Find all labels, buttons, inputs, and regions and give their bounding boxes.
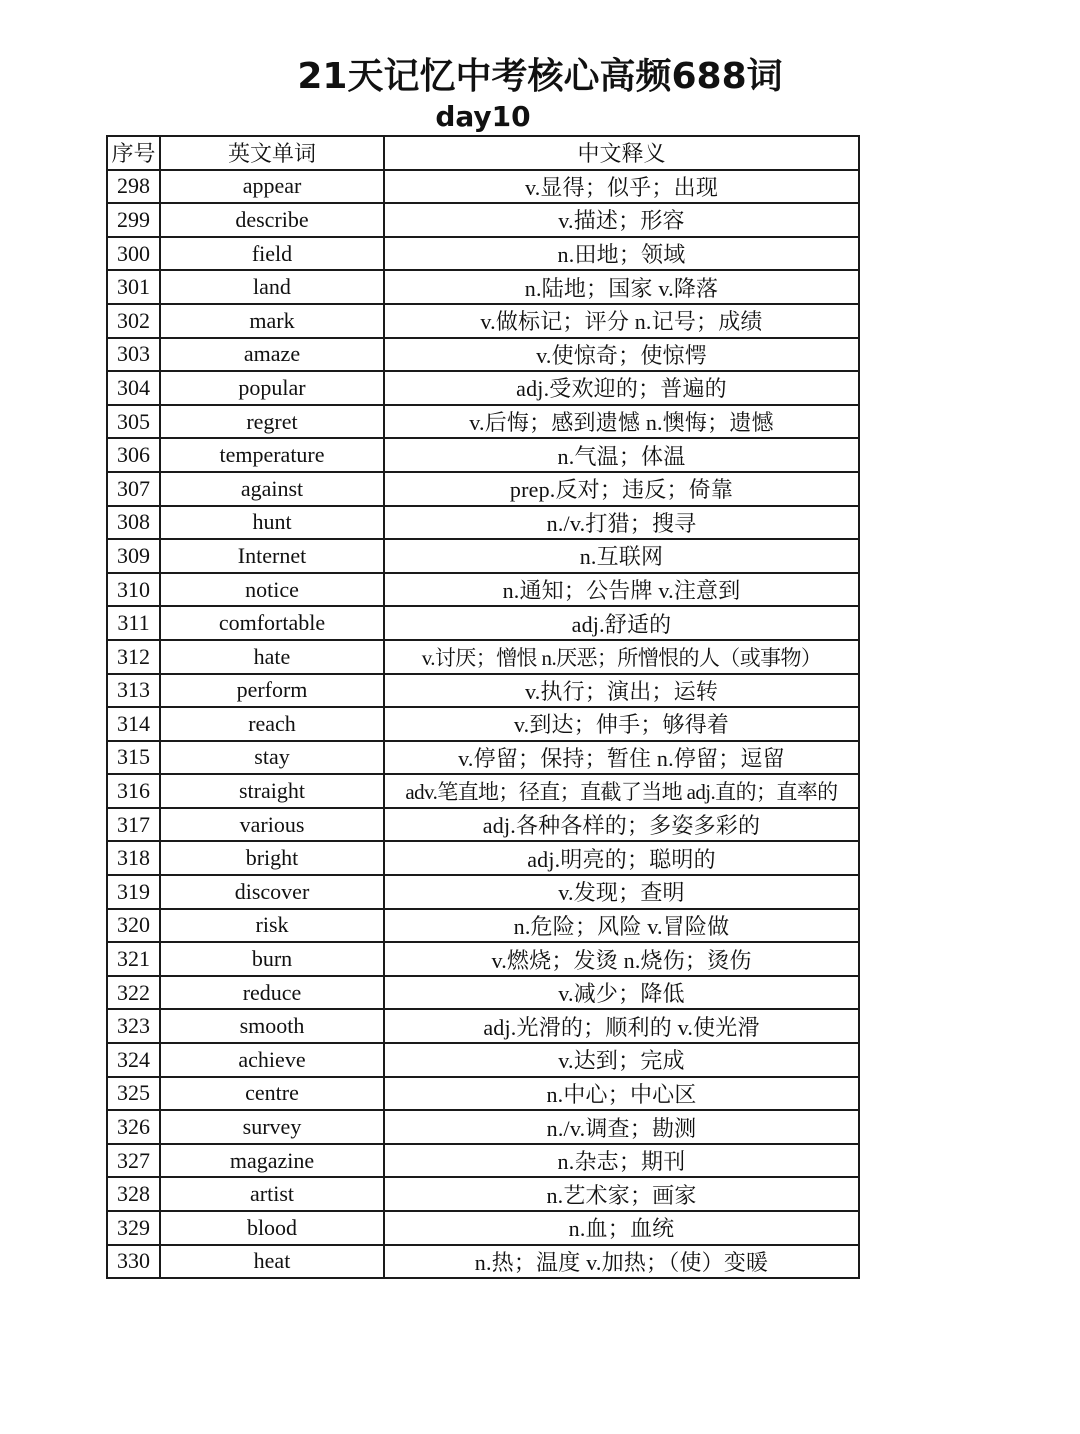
row-meaning: n.气温；体温 <box>384 438 859 472</box>
row-index: 310 <box>107 573 160 607</box>
table-row <box>107 506 859 540</box>
row-word: against <box>160 472 384 506</box>
row-index: 312 <box>107 640 160 674</box>
row-word: mark <box>160 304 384 338</box>
table-row <box>107 606 859 640</box>
table-row <box>107 640 859 674</box>
vocabulary-table <box>106 135 860 1279</box>
page-subtitle: day10 <box>435 100 531 133</box>
row-word: amaze <box>160 338 384 372</box>
row-word: discover <box>160 875 384 909</box>
table-row <box>107 304 859 338</box>
row-meaning: n./v.打猎；搜寻 <box>384 506 859 540</box>
table-row <box>107 1043 859 1077</box>
row-meaning: v.停留；保持；暂住 n.停留；逗留 <box>384 741 859 775</box>
row-index: 308 <box>107 506 160 540</box>
row-word: land <box>160 270 384 304</box>
row-meaning: v.使惊奇；使惊愕 <box>384 338 859 372</box>
table-row <box>107 674 859 708</box>
table-row <box>107 438 859 472</box>
row-meaning: v.后悔；感到遗憾 n.懊悔；遗憾 <box>384 405 859 439</box>
row-word: various <box>160 808 384 842</box>
row-meaning: v.描述；形容 <box>384 203 859 237</box>
row-index: 309 <box>107 539 160 573</box>
row-word: temperature <box>160 438 384 472</box>
header-meaning: 中文释义 <box>384 136 859 170</box>
row-index: 322 <box>107 976 160 1010</box>
row-index: 302 <box>107 304 160 338</box>
row-meaning: v.讨厌；憎恨 n.厌恶；所憎恨的人（或事物） <box>384 640 859 674</box>
row-word: blood <box>160 1211 384 1245</box>
table-row <box>107 1077 859 1111</box>
row-word: centre <box>160 1077 384 1111</box>
row-word: comfortable <box>160 606 384 640</box>
row-meaning: v.显得；似乎；出现 <box>384 170 859 204</box>
row-word: hunt <box>160 506 384 540</box>
row-index: 326 <box>107 1110 160 1144</box>
row-word: regret <box>160 405 384 439</box>
row-meaning: n.通知；公告牌 v.注意到 <box>384 573 859 607</box>
table-row <box>107 371 859 405</box>
row-index: 327 <box>107 1144 160 1178</box>
row-index: 301 <box>107 270 160 304</box>
row-index: 306 <box>107 438 160 472</box>
row-index: 298 <box>107 170 160 204</box>
row-meaning: v.执行；演出；运转 <box>384 674 859 708</box>
row-word: survey <box>160 1110 384 1144</box>
table-row <box>107 203 859 237</box>
table-row <box>107 1245 859 1279</box>
table-row <box>107 405 859 439</box>
row-meaning: n.田地；领域 <box>384 237 859 271</box>
table-row <box>107 841 859 875</box>
row-meaning: n.艺术家；画家 <box>384 1177 859 1211</box>
table-row <box>107 1177 859 1211</box>
row-word: reduce <box>160 976 384 1010</box>
row-word: Internet <box>160 539 384 573</box>
table-row <box>107 170 859 204</box>
row-meaning: n.陆地；国家 v.降落 <box>384 270 859 304</box>
row-word: straight <box>160 774 384 808</box>
row-word: heat <box>160 1245 384 1279</box>
table-row <box>107 774 859 808</box>
table-row <box>107 1211 859 1245</box>
row-index: 323 <box>107 1009 160 1043</box>
row-meaning: prep.反对；违反；倚靠 <box>384 472 859 506</box>
row-meaning: adv.笔直地；径直；直截了当地 adj.直的；直率的 <box>384 774 859 808</box>
row-word: notice <box>160 573 384 607</box>
table-row <box>107 472 859 506</box>
table-row <box>107 875 859 909</box>
row-word: risk <box>160 909 384 943</box>
row-word: popular <box>160 371 384 405</box>
row-index: 305 <box>107 405 160 439</box>
row-index: 299 <box>107 203 160 237</box>
row-word: magazine <box>160 1144 384 1178</box>
table-row <box>107 573 859 607</box>
row-word: artist <box>160 1177 384 1211</box>
row-meaning: v.燃烧；发烫 n.烧伤；烫伤 <box>384 942 859 976</box>
table-row <box>107 909 859 943</box>
row-index: 330 <box>107 1245 160 1279</box>
row-meaning: adj.各种各样的；多姿多彩的 <box>384 808 859 842</box>
row-meaning: adj.光滑的；顺利的 v.使光滑 <box>384 1009 859 1043</box>
table-row <box>107 270 859 304</box>
row-index: 300 <box>107 237 160 271</box>
row-index: 314 <box>107 707 160 741</box>
header-index: 序号 <box>107 136 160 170</box>
table-header-row <box>107 136 859 170</box>
row-index: 317 <box>107 808 160 842</box>
row-meaning: n.中心；中心区 <box>384 1077 859 1111</box>
row-meaning: v.到达；伸手；够得着 <box>384 707 859 741</box>
row-word: achieve <box>160 1043 384 1077</box>
row-index: 329 <box>107 1211 160 1245</box>
row-meaning: v.达到；完成 <box>384 1043 859 1077</box>
row-index: 313 <box>107 674 160 708</box>
table-row <box>107 808 859 842</box>
row-word: stay <box>160 741 384 775</box>
row-word: smooth <box>160 1009 384 1043</box>
row-index: 304 <box>107 371 160 405</box>
row-meaning: v.发现；查明 <box>384 875 859 909</box>
row-index: 315 <box>107 741 160 775</box>
row-meaning: v.做标记；评分 n.记号；成绩 <box>384 304 859 338</box>
row-word: describe <box>160 203 384 237</box>
row-index: 320 <box>107 909 160 943</box>
table-row <box>107 1110 859 1144</box>
table-row <box>107 1009 859 1043</box>
row-word: appear <box>160 170 384 204</box>
row-meaning: n.杂志；期刊 <box>384 1144 859 1178</box>
table-row <box>107 237 859 271</box>
page-title: 21天记忆中考核心高频688词 <box>297 56 783 97</box>
row-meaning: n.互联网 <box>384 539 859 573</box>
row-meaning: adj.受欢迎的；普遍的 <box>384 371 859 405</box>
row-word: reach <box>160 707 384 741</box>
row-index: 307 <box>107 472 160 506</box>
row-index: 319 <box>107 875 160 909</box>
row-index: 325 <box>107 1077 160 1111</box>
row-word: field <box>160 237 384 271</box>
row-index: 316 <box>107 774 160 808</box>
row-word: perform <box>160 674 384 708</box>
table-row <box>107 942 859 976</box>
row-index: 324 <box>107 1043 160 1077</box>
row-meaning: adj.明亮的；聪明的 <box>384 841 859 875</box>
header-word: 英文单词 <box>160 136 384 170</box>
row-word: hate <box>160 640 384 674</box>
row-index: 303 <box>107 338 160 372</box>
row-index: 328 <box>107 1177 160 1211</box>
row-index: 318 <box>107 841 160 875</box>
table-row <box>107 741 859 775</box>
table-row <box>107 707 859 741</box>
row-index: 321 <box>107 942 160 976</box>
table-row <box>107 976 859 1010</box>
row-meaning: n./v.调查；勘测 <box>384 1110 859 1144</box>
table-row <box>107 1144 859 1178</box>
table-row <box>107 338 859 372</box>
row-meaning: n.危险；风险 v.冒险做 <box>384 909 859 943</box>
row-meaning: v.减少；降低 <box>384 976 859 1010</box>
row-index: 311 <box>107 606 160 640</box>
table-body <box>107 170 859 1279</box>
row-word: bright <box>160 841 384 875</box>
row-meaning: adj.舒适的 <box>384 606 859 640</box>
table-row <box>107 539 859 573</box>
row-meaning: n.热；温度 v.加热；（使）变暖 <box>384 1245 859 1279</box>
row-meaning: n.血；血统 <box>384 1211 859 1245</box>
row-word: burn <box>160 942 384 976</box>
